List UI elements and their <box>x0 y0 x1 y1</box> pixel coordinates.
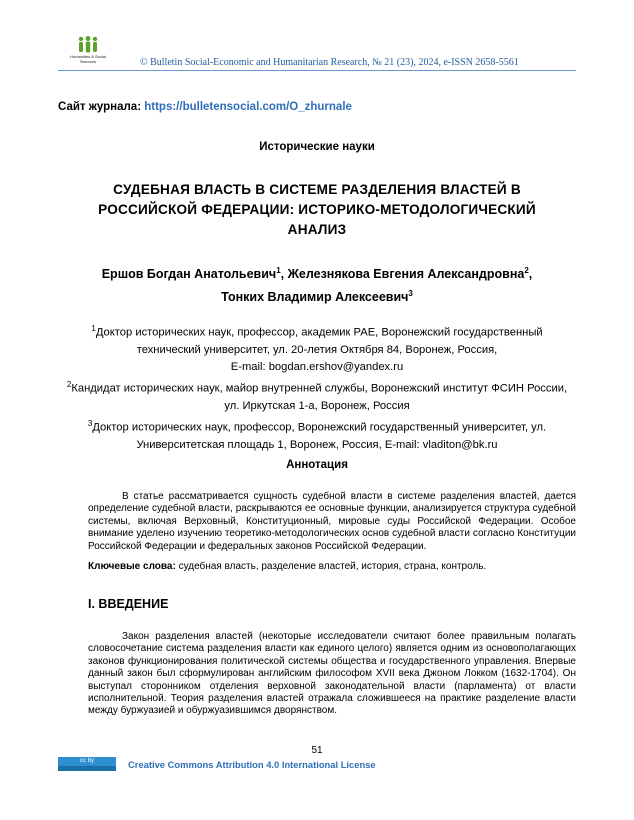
keywords-text: судебная власть, разделение властей, история, страна, контроль. <box>175 561 487 572</box>
header-divider <box>58 70 576 71</box>
journal-citation: © Bulletin Social-Economic and Humanitarian Research, № 21 (23), 2024, e-ISSN 2658-5561 <box>140 57 519 68</box>
license-link[interactable]: Creative Commons Attribution 4.0 International License <box>128 759 376 770</box>
page-number: 51 <box>311 745 323 756</box>
section-heading-intro: I. ВВЕДЕНИЕ <box>88 597 169 611</box>
aff-1-line-1: Доктор исторических наук, профессор, академик РАЕ, Воронежский государственный <box>95 326 543 339</box>
title-line-3: АНАЛИЗ <box>287 222 347 237</box>
abstract-heading: Аннотация <box>286 459 348 471</box>
title-line-2: РОССИЙСКОЙ ФЕДЕРАЦИИ: ИСТОРИКО-МЕТОДОЛОГИЧЕСКИЙ <box>98 202 536 217</box>
author-2: Железнякова Евгения Александровна <box>287 267 525 282</box>
journal-site <box>58 101 352 113</box>
aff-2-line-1: Кандидат исторических наук, майор внутренней службы, Воронежский институт ФСИН России, <box>71 383 568 396</box>
abstract-text <box>88 491 576 553</box>
keywords-label: Ключевые слова: <box>88 561 176 572</box>
authors <box>58 261 576 307</box>
cc-icon: cc by <box>80 758 95 764</box>
logo-text-1: Humanities & Social <box>70 54 106 59</box>
site-link[interactable]: https://bulletensocial.com/O_zhurnale <box>144 101 352 113</box>
aff-3-line-2: Университетская площадь 1, Воронеж, Россия, E-mail: vladiton@bk.ru <box>136 439 498 452</box>
cc-license-badge[interactable] <box>58 757 116 771</box>
aff-1-line-2: технический университет, ул. 20-летия Октября 84, Воронеж, Россия, <box>136 343 498 356</box>
author-sep-1: , <box>280 267 288 282</box>
journal-logo <box>58 36 118 66</box>
intro-text <box>88 631 576 718</box>
section-tag: Исторические науки <box>259 141 375 153</box>
author-1-sup: 1 <box>276 266 281 275</box>
author-3-sup: 3 <box>408 289 413 299</box>
people-icon <box>73 36 103 54</box>
aff-2-sup: 2 <box>66 380 72 390</box>
intro-body: Закон разделения властей (некоторые исследователи считают более правильным полагать словосочетание система разделения власти как единого целого) является одним из основополагающих законов функционирования политической системы общества и государственного управления. Впервые данный закон был сформулирован английским философом XVII века Джоном Локком (1632-1704). Он выступал сторонником отделения верховной законодательной власти (парламента) от власти исполнительной. Теория разделения властей отражала сложившееся на практике разделение власти между буржуазией и обуржуазившимся дворянством. <box>88 631 576 717</box>
author-1: Ершов Богдан Анатольевич <box>101 267 277 282</box>
abstract-body: В статье рассматривается сущность судебной власти в системе разделения властей, дается определение судебной власти, раскрываются ее основные функции, анализируется структура судебной системы, включая Верховный, Конституционный, мировые суды Российской Федерации. Особое внимание уделено изучению теоретико-методологических основ судебной власти согласно Конституции Российской Федерации и федеральных законов Российской Федерации. <box>88 491 576 552</box>
aff-1-line-3: E-mail: bogdan.ershov@yandex.ru <box>230 361 404 374</box>
author-3: Тонких Владимир Алексеевич <box>221 290 409 305</box>
author-2-sup: 2 <box>524 266 529 275</box>
author-sep-2: , <box>528 267 533 282</box>
aff-1-sup: 1 <box>91 324 96 333</box>
site-label: Сайт журнала: <box>58 101 142 113</box>
title-line-1: СУДЕБНАЯ ВЛАСТЬ В СИСТЕМЕ РАЗДЕЛЕНИЯ ВЛАСТЕЙ В <box>113 182 521 197</box>
affiliations <box>58 320 576 455</box>
paper-title <box>58 180 576 240</box>
aff-2-line-2: ул. Иркутская 1-а, Воронеж, Россия <box>224 400 410 413</box>
cc-badge-strip <box>58 766 116 771</box>
logo-text-2: Sciences <box>79 59 97 64</box>
aff-3-line-1: Доктор исторических наук, профессор, Воронежский государственный университет, ул. <box>92 422 547 435</box>
aff-3-sup: 3 <box>87 419 93 429</box>
keywords <box>88 561 486 572</box>
